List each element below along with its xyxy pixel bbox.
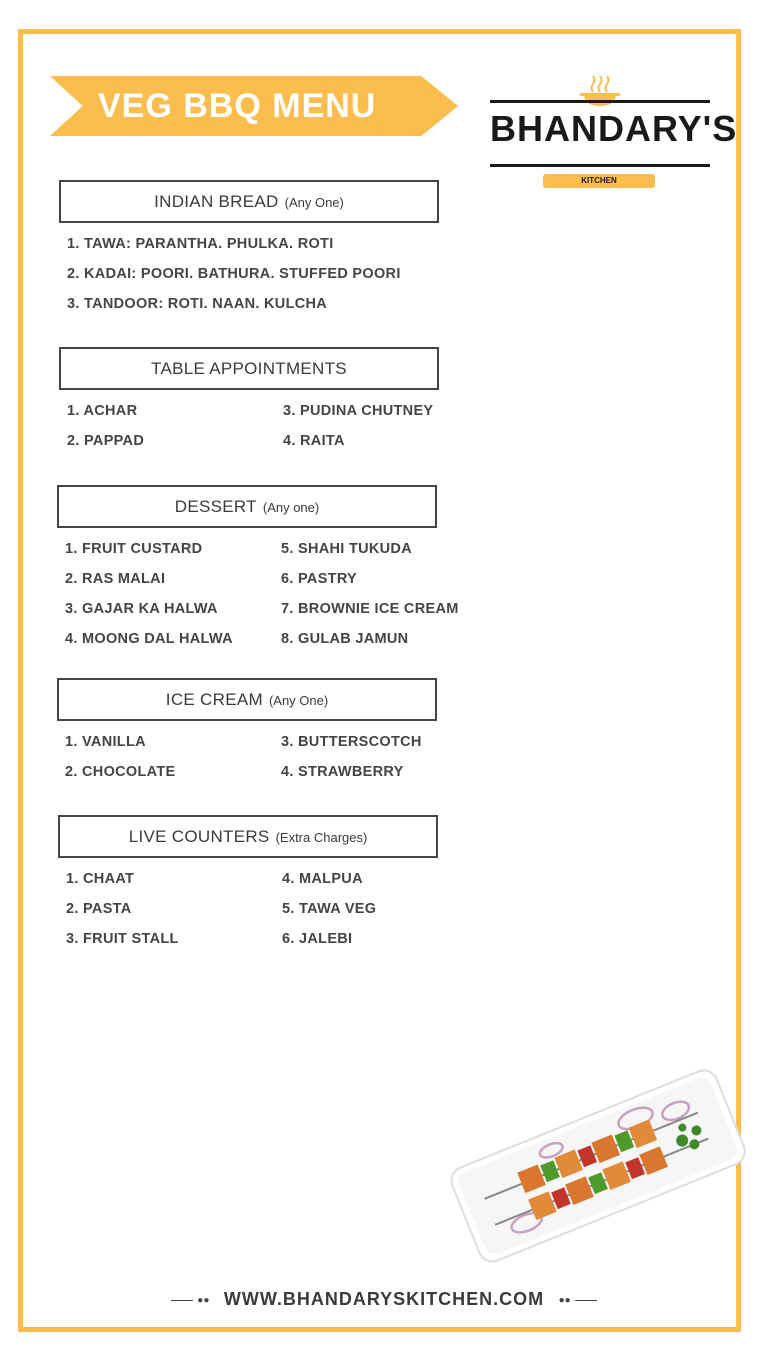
section-note: (Any One) bbox=[268, 693, 329, 708]
menu-item: 1. ACHAR bbox=[67, 403, 138, 419]
menu-title: VEG BBQ MENU bbox=[98, 87, 377, 125]
menu-item: 4. MOONG DAL HALWA bbox=[65, 631, 233, 647]
menu-item: 6. JALEBI bbox=[282, 931, 353, 947]
brand-logo bbox=[490, 74, 738, 192]
menu-item: 4. MALPUA bbox=[282, 871, 363, 887]
menu-item: 5. TAWA VEG bbox=[282, 901, 377, 917]
section-header-table-appointments bbox=[59, 347, 439, 390]
menu-item: 1. VANILLA bbox=[65, 734, 146, 750]
section-note: (Any One) bbox=[284, 195, 344, 210]
menu-item: 4. STRAWBERRY bbox=[281, 764, 404, 780]
menu-item: 1. TAWA: PARANTHA. PHULKA. ROTI bbox=[67, 236, 334, 252]
website-url: WWW.BHANDARYSKITCHEN.COM bbox=[223, 1289, 545, 1309]
menu-item: 2. RAS MALAI bbox=[65, 571, 166, 587]
section-title: TABLE APPOINTMENTS bbox=[151, 359, 347, 378]
brand-name: BHANDARY'S bbox=[490, 108, 738, 149]
menu-item: 4. RAITA bbox=[283, 433, 345, 449]
menu-item: 3. BUTTERSCOTCH bbox=[281, 734, 422, 750]
menu-item: 2. KADAI: POORI. BATHURA. STUFFED POORI bbox=[67, 266, 401, 282]
menu-item: 3. GAJAR KA HALWA bbox=[65, 601, 218, 617]
section-title: DESSERT bbox=[174, 497, 257, 516]
section-header-ice-cream bbox=[57, 678, 437, 721]
section-note: (Extra Charges) bbox=[275, 830, 368, 845]
footer-right-dots: ●● bbox=[558, 1294, 571, 1306]
section-header-dessert bbox=[57, 485, 437, 528]
menu-item: 2. CHOCOLATE bbox=[65, 764, 176, 780]
menu-item: 7. BROWNIE ICE CREAM bbox=[281, 601, 459, 617]
footer-left-dots: ●● bbox=[197, 1294, 210, 1306]
menu-item: 3. TANDOOR: ROTI. NAAN. KULCHA bbox=[67, 296, 328, 312]
footer-right-line bbox=[575, 1300, 597, 1301]
section-header-indian-bread bbox=[59, 180, 439, 223]
menu-item: 1. CHAAT bbox=[66, 871, 135, 887]
menu-item: 8. GULAB JAMUN bbox=[281, 631, 409, 647]
paneer-tikka-skewers-plate-icon bbox=[440, 1055, 750, 1275]
menu-item: 2. PASTA bbox=[66, 901, 132, 917]
section-title: ICE CREAM bbox=[165, 690, 263, 709]
logo-bottom-rule bbox=[490, 164, 710, 167]
menu-item: 2. PAPPAD bbox=[67, 433, 145, 449]
section-note: (Any one) bbox=[262, 500, 320, 515]
menu-item: 1. FRUIT CUSTARD bbox=[65, 541, 203, 557]
section-header-live-counters bbox=[58, 815, 438, 858]
menu-item: 3. FRUIT STALL bbox=[66, 931, 179, 947]
menu-item: 3. PUDINA CHUTNEY bbox=[283, 403, 434, 419]
footer-left-line bbox=[171, 1300, 193, 1301]
footer bbox=[0, 1287, 768, 1311]
logo-top-rule bbox=[490, 100, 710, 103]
section-title: LIVE COUNTERS bbox=[128, 827, 270, 846]
brand-tag: KITCHEN bbox=[543, 174, 655, 188]
menu-item: 6. PASTRY bbox=[281, 571, 358, 587]
menu-item: 5. SHAHI TUKUDA bbox=[281, 541, 412, 557]
section-title: INDIAN BREAD bbox=[154, 192, 279, 211]
